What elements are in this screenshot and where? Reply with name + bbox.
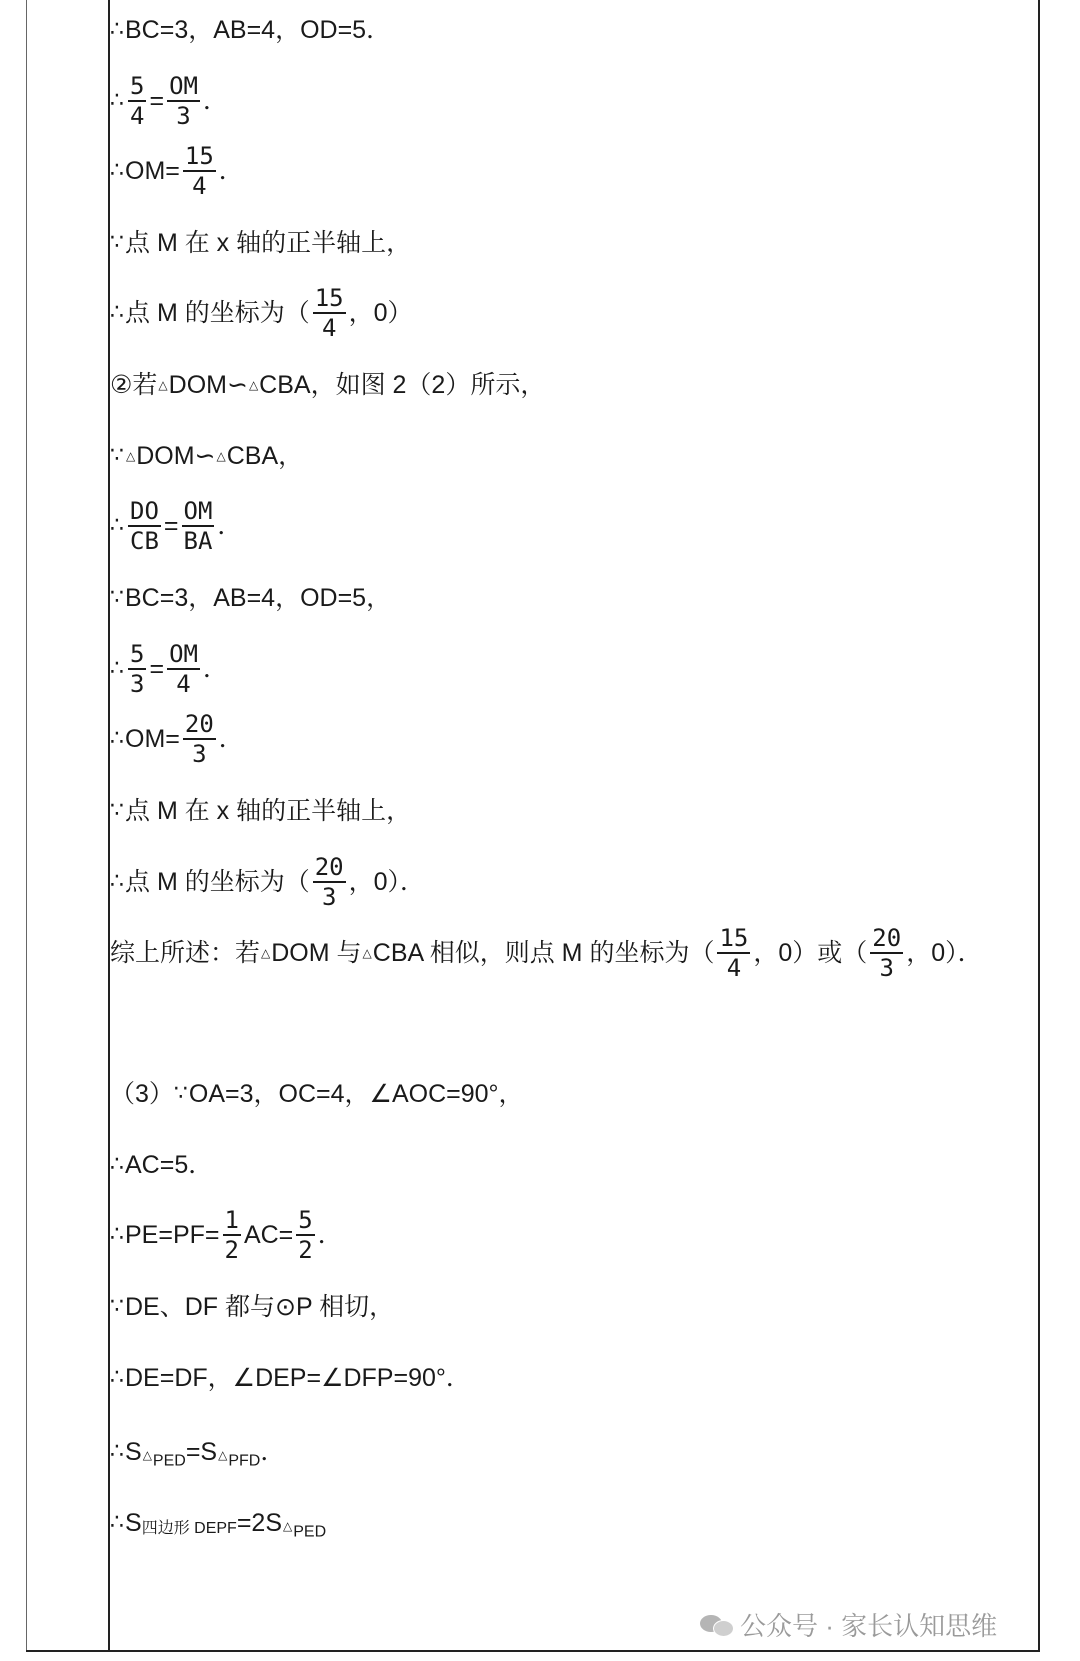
therefore-symbol: ∴ [110, 157, 124, 183]
watermark-text: 公众号 · 家长认知思维 [740, 1611, 998, 1641]
solution-line: ∴ 点 M 的坐标为（ $\frac{15}{4}$ ，0） [110, 284, 413, 342]
table-border-right [1038, 0, 1040, 1652]
because-symbol: ∵ [110, 585, 124, 610]
subscript: △PFD [218, 1448, 261, 1470]
fraction: $\frac{20}{3}$ [314, 853, 344, 911]
fraction: $\frac{5}{4}$ [130, 72, 145, 130]
solution-line: ∴ $\frac{5}{3}$ = $\frac{OM}{4}$ ． [110, 640, 228, 698]
solution-line: ∴ $\frac{5}{4}$ = $\frac{OM}{3}$ ． [110, 72, 228, 130]
solution-line: ∵ 点 M 在 x 轴的正半轴上， [110, 797, 412, 825]
therefore-symbol: ∴ [110, 1221, 124, 1247]
because-symbol: ∵ [110, 798, 124, 823]
solution-line: ∵ BC=3，AB=4，OD=5， [110, 584, 392, 612]
fraction: $\frac{5}{2}$ [298, 1206, 313, 1264]
therefore-symbol: ∴ [110, 299, 124, 325]
therefore-symbol: ∴ [110, 87, 124, 113]
fraction: $\frac{20}{3}$ [872, 924, 902, 982]
therefore-symbol: ∴ [110, 655, 124, 681]
page-border-outer [26, 0, 27, 1652]
therefore-symbol: ∴ [110, 1365, 124, 1390]
fraction: $\frac{DO}{CB}$ [130, 497, 159, 555]
therefore-symbol: ∴ [110, 868, 124, 894]
therefore-symbol: ∴ [110, 512, 124, 538]
subscript: 四边形 DEPF [141, 1520, 237, 1538]
table-border-bottom [26, 1650, 1040, 1652]
subscript: △PED [142, 1448, 186, 1470]
solution-line: ∴ S △PED =S △PFD ． [110, 1434, 285, 1470]
solution-line: ∵ △ DOM∽ △ CBA， [110, 442, 304, 470]
triangle-symbol: △ [248, 378, 259, 392]
subscript: △PED [283, 1519, 327, 1541]
watermark [700, 1606, 997, 1643]
triangle-symbol: △ [216, 449, 226, 463]
because-symbol: ∵ [110, 443, 124, 468]
because-symbol: ∵ [173, 1081, 188, 1106]
therefore-symbol: ∴ [110, 1510, 124, 1536]
fraction: $\frac{OM}{4}$ [169, 640, 198, 698]
solution-line: ∴ DE=DF，∠DEP=∠DFP=90°． [110, 1364, 471, 1392]
fraction: $\frac{15}{4}$ [314, 284, 344, 342]
therefore-symbol: ∴ [110, 725, 124, 751]
because-symbol: ∵ [110, 1294, 124, 1319]
solution-line [110, 15, 391, 45]
therefore-symbol: ∴ [110, 1152, 124, 1177]
fraction: $\frac{OM}{3}$ [169, 72, 198, 130]
fraction: $\frac{1}{2}$ [224, 1206, 239, 1264]
solution-line: ∴ $\frac{DO}{CB}$ = $\frac{OM}{BA}$ ． [110, 497, 243, 555]
triangle-symbol: △ [261, 945, 271, 960]
fraction: $\frac{20}{3}$ [184, 710, 214, 768]
triangle-symbol: △ [158, 378, 168, 392]
solution-line: ∵ 点 M 在 x 轴的正半轴上， [110, 229, 412, 257]
solution-line: ②若 △ DOM∽ △ CBA，如图 2（2）所示， [110, 371, 546, 399]
solution-line: ∴ PE=PF= $\frac{1}{2}$ AC= $\frac{5}{2}$ ． [110, 1206, 343, 1264]
fraction: $\frac{15}{4}$ [719, 924, 749, 982]
line-text: BC=3，AB=4，OD=5． [125, 16, 392, 44]
therefore-symbol: ∴ [110, 1439, 124, 1465]
triangle-symbol: △ [126, 449, 136, 463]
therefore-symbol: ∴ [110, 17, 124, 42]
wechat-icon [700, 1612, 734, 1638]
solution-line: ∴ OM= $\frac{15}{4}$ ． [110, 142, 244, 200]
solution-line: ∴ OM= $\frac{20}{3}$ ． [110, 710, 244, 768]
conclusion-line: 综上所述：若 △ DOM 与 △ CBA 相似，则点 M 的坐标为（ $\frac{15}{4}$ ，0）或（ $\frac{20}{3}$ ，0）． [110, 924, 983, 982]
solution-line: ∴ 点 M 的坐标为（ $\frac{20}{3}$ ，0）． [110, 853, 426, 911]
because-symbol: ∵ [110, 230, 124, 255]
solution-line: ∴ S 四边形 DEPF =2S △PED [110, 1505, 326, 1541]
fraction: $\frac{OM}{BA}$ [183, 497, 213, 555]
solution-line: （3） ∵ OA=3，OC=4，∠AOC=90°， [110, 1080, 524, 1108]
solution-line: ∴ AC=5． [110, 1151, 214, 1179]
fraction: $\frac{5}{3}$ [130, 640, 145, 698]
solution-line: ∵ DE、DF 都与⊙P 相切， [110, 1293, 395, 1321]
triangle-symbol: △ [362, 945, 372, 960]
fraction: $\frac{15}{4}$ [184, 142, 214, 200]
